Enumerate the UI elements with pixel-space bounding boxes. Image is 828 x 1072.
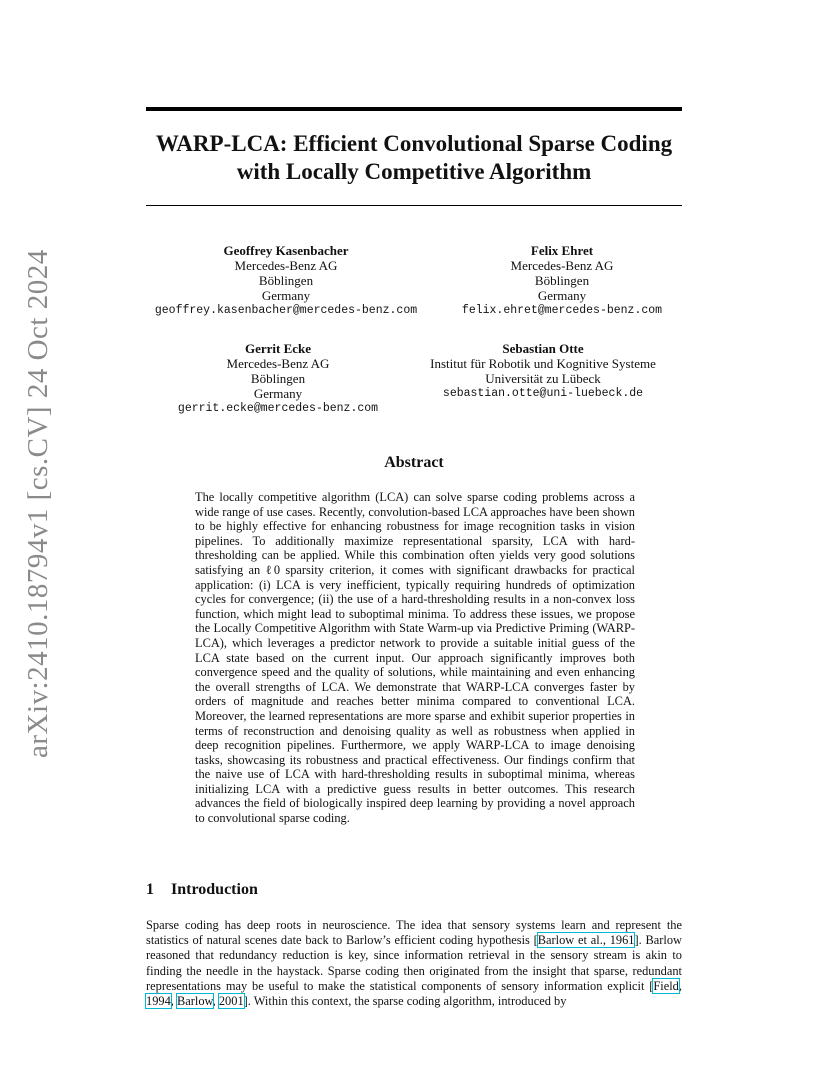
author-city: Böblingen bbox=[258, 273, 314, 288]
author-country: Germany bbox=[253, 386, 303, 401]
author-city: Böblingen bbox=[534, 273, 590, 288]
title-line-1: WARP-LCA: Efficient Convolutional Sparse Coding bbox=[155, 131, 673, 156]
section-number: 1 bbox=[146, 881, 154, 898]
citation-year: 1961 bbox=[609, 933, 635, 948]
author-affiliation: Mercedes-Benz AG bbox=[510, 258, 614, 273]
author-block-ecke bbox=[158, 341, 398, 416]
citation-link-field[interactable]: Field bbox=[653, 978, 679, 993]
citation-link-barlow-1961[interactable] bbox=[538, 933, 635, 947]
title-line-2: with Locally Competitive Algorithm bbox=[236, 159, 592, 184]
author-block-kasenbacher bbox=[146, 243, 426, 318]
citation-separator: , bbox=[602, 933, 610, 948]
author-name: Sebastian Otte bbox=[502, 341, 584, 356]
author-country: Germany bbox=[537, 288, 587, 303]
arxiv-stamp: arXiv:2410.18794v1 [cs.CV] 24 Oct 2024 bbox=[22, 249, 54, 758]
paper-title bbox=[146, 130, 682, 186]
citation-link-field-year[interactable]: 1994 bbox=[146, 994, 171, 1009]
author-email[interactable]: gerrit.ecke@mercedes-benz.com bbox=[177, 402, 379, 415]
section-title: Introduction bbox=[171, 881, 258, 898]
intro-text-2: ]. Barlow reasoned that redundancy reduction is key, since information retrieval in the sensory stream is akin to finding the needle in the haystack. Sparse coding then originated from the insight that sparse, redundant representations may be useful to make the statistical components of sensory information explicit [ bbox=[146, 933, 682, 993]
author-block-otte bbox=[408, 341, 678, 401]
author-affiliation: Institut für Robotik und Kognitive Systeme bbox=[430, 356, 656, 371]
author-email[interactable]: sebastian.otte@uni-luebeck.de bbox=[442, 387, 644, 400]
section-heading-introduction bbox=[146, 881, 258, 899]
author-university: Universität zu Lübeck bbox=[485, 371, 601, 386]
citation-link-barlow-year[interactable]: 2001 bbox=[218, 994, 244, 1009]
author-email[interactable]: felix.ehret@mercedes-benz.com bbox=[461, 304, 663, 317]
abstract-text: The locally competitive algorithm (LCA) can solve sparse coding problems across a wide range of use cases. Recently, convolution-based LCA approaches have been shown to be highly effective for enhancing robustness for image recognition tasks in vision pipelines. To additionally maximize representational sparsity, LCA with hard-thresholding can be applied. While this combination often yields very good solutions satisfying an ℓ0 sparsity criterion, it comes with significant drawbacks for practical application: (i) LCA is very inefficient, typically requiring hundreds of optimization cycles for convergence; (ii) the use of a hard-thresholding results in a non-convex loss function, which might lead to suboptimal minima. To address these issues, we propose the Locally Competitive Algorithm with State Warm-up via Predictive Priming (WARP-LCA), which leverages a predictor network to provide a suitable initial guess of the LCA state based on the current input. Our approach significantly improves both convergence speed and the quality of solutions, while maintaining and even enhancing the overall strengths of LCA. We demonstrate that WARP-LCA converges faster by orders of magnitude and reaches better minima compared to conventional LCA. Moreover, the learned representations are more sparse and exhibit superior properties in terms of reconstruction and denoising quality as well as robustness when applied in deep recognition pipelines. Furthermore, we apply WARP-LCA to image denoising tasks, showcasing its robustness and practical effectiveness. Our findings confirm that the naive use of LCA with hard-thresholding results in suboptimal minima, whereas initializing LCA with a predictive guess results in better outcomes. This research advances the field of biologically inspired deep learning by providing a novel approach to convolutional sparse coding. bbox=[195, 490, 635, 826]
introduction-paragraph: Sparse coding has deep roots in neuroscience. The idea that sensory systems learn and represent the statistics of natural scenes date back to Barlow’s efficient coding hypothesis [Barlow et al., 1961]. Barlow reasoned that redundancy reduction is key, since information retrieval in the sensory stream is akin to finding the needle in the haystack. Sparse coding then originated from the insight that sparse, redundant representations may be useful to make the statistical components of sensory information explicit [Field, 1994, Barlow, 2001]. Within this context, the sparse coding algorithm, introduced by bbox=[146, 918, 682, 1009]
author-name: Gerrit Ecke bbox=[244, 341, 312, 356]
abstract-heading: Abstract bbox=[384, 454, 444, 471]
author-email[interactable]: geoffrey.kasenbacher@mercedes-benz.com bbox=[154, 304, 418, 317]
citation-author: Barlow et al. bbox=[537, 933, 603, 948]
intro-text-1: Sparse coding has deep roots in neuroscience. The idea that sensory systems learn and represent the statistics of natural scenes date back to Barlow’s efficient coding hypothesis [ bbox=[146, 918, 682, 948]
author-country: Germany bbox=[261, 288, 311, 303]
author-name: Felix Ehret bbox=[530, 243, 594, 258]
author-affiliation: Mercedes-Benz AG bbox=[234, 258, 338, 273]
intro-text-3: ]. Within this context, the sparse coding algorithm, introduced by bbox=[243, 994, 567, 1009]
title-top-rule bbox=[146, 107, 682, 111]
author-city: Böblingen bbox=[250, 371, 306, 386]
author-block-ehret bbox=[446, 243, 678, 318]
title-bottom-rule bbox=[146, 205, 682, 206]
author-name: Geoffrey Kasenbacher bbox=[223, 243, 349, 258]
author-affiliation: Mercedes-Benz AG bbox=[226, 356, 330, 371]
citation-link-barlow[interactable]: Barlow bbox=[176, 994, 213, 1009]
